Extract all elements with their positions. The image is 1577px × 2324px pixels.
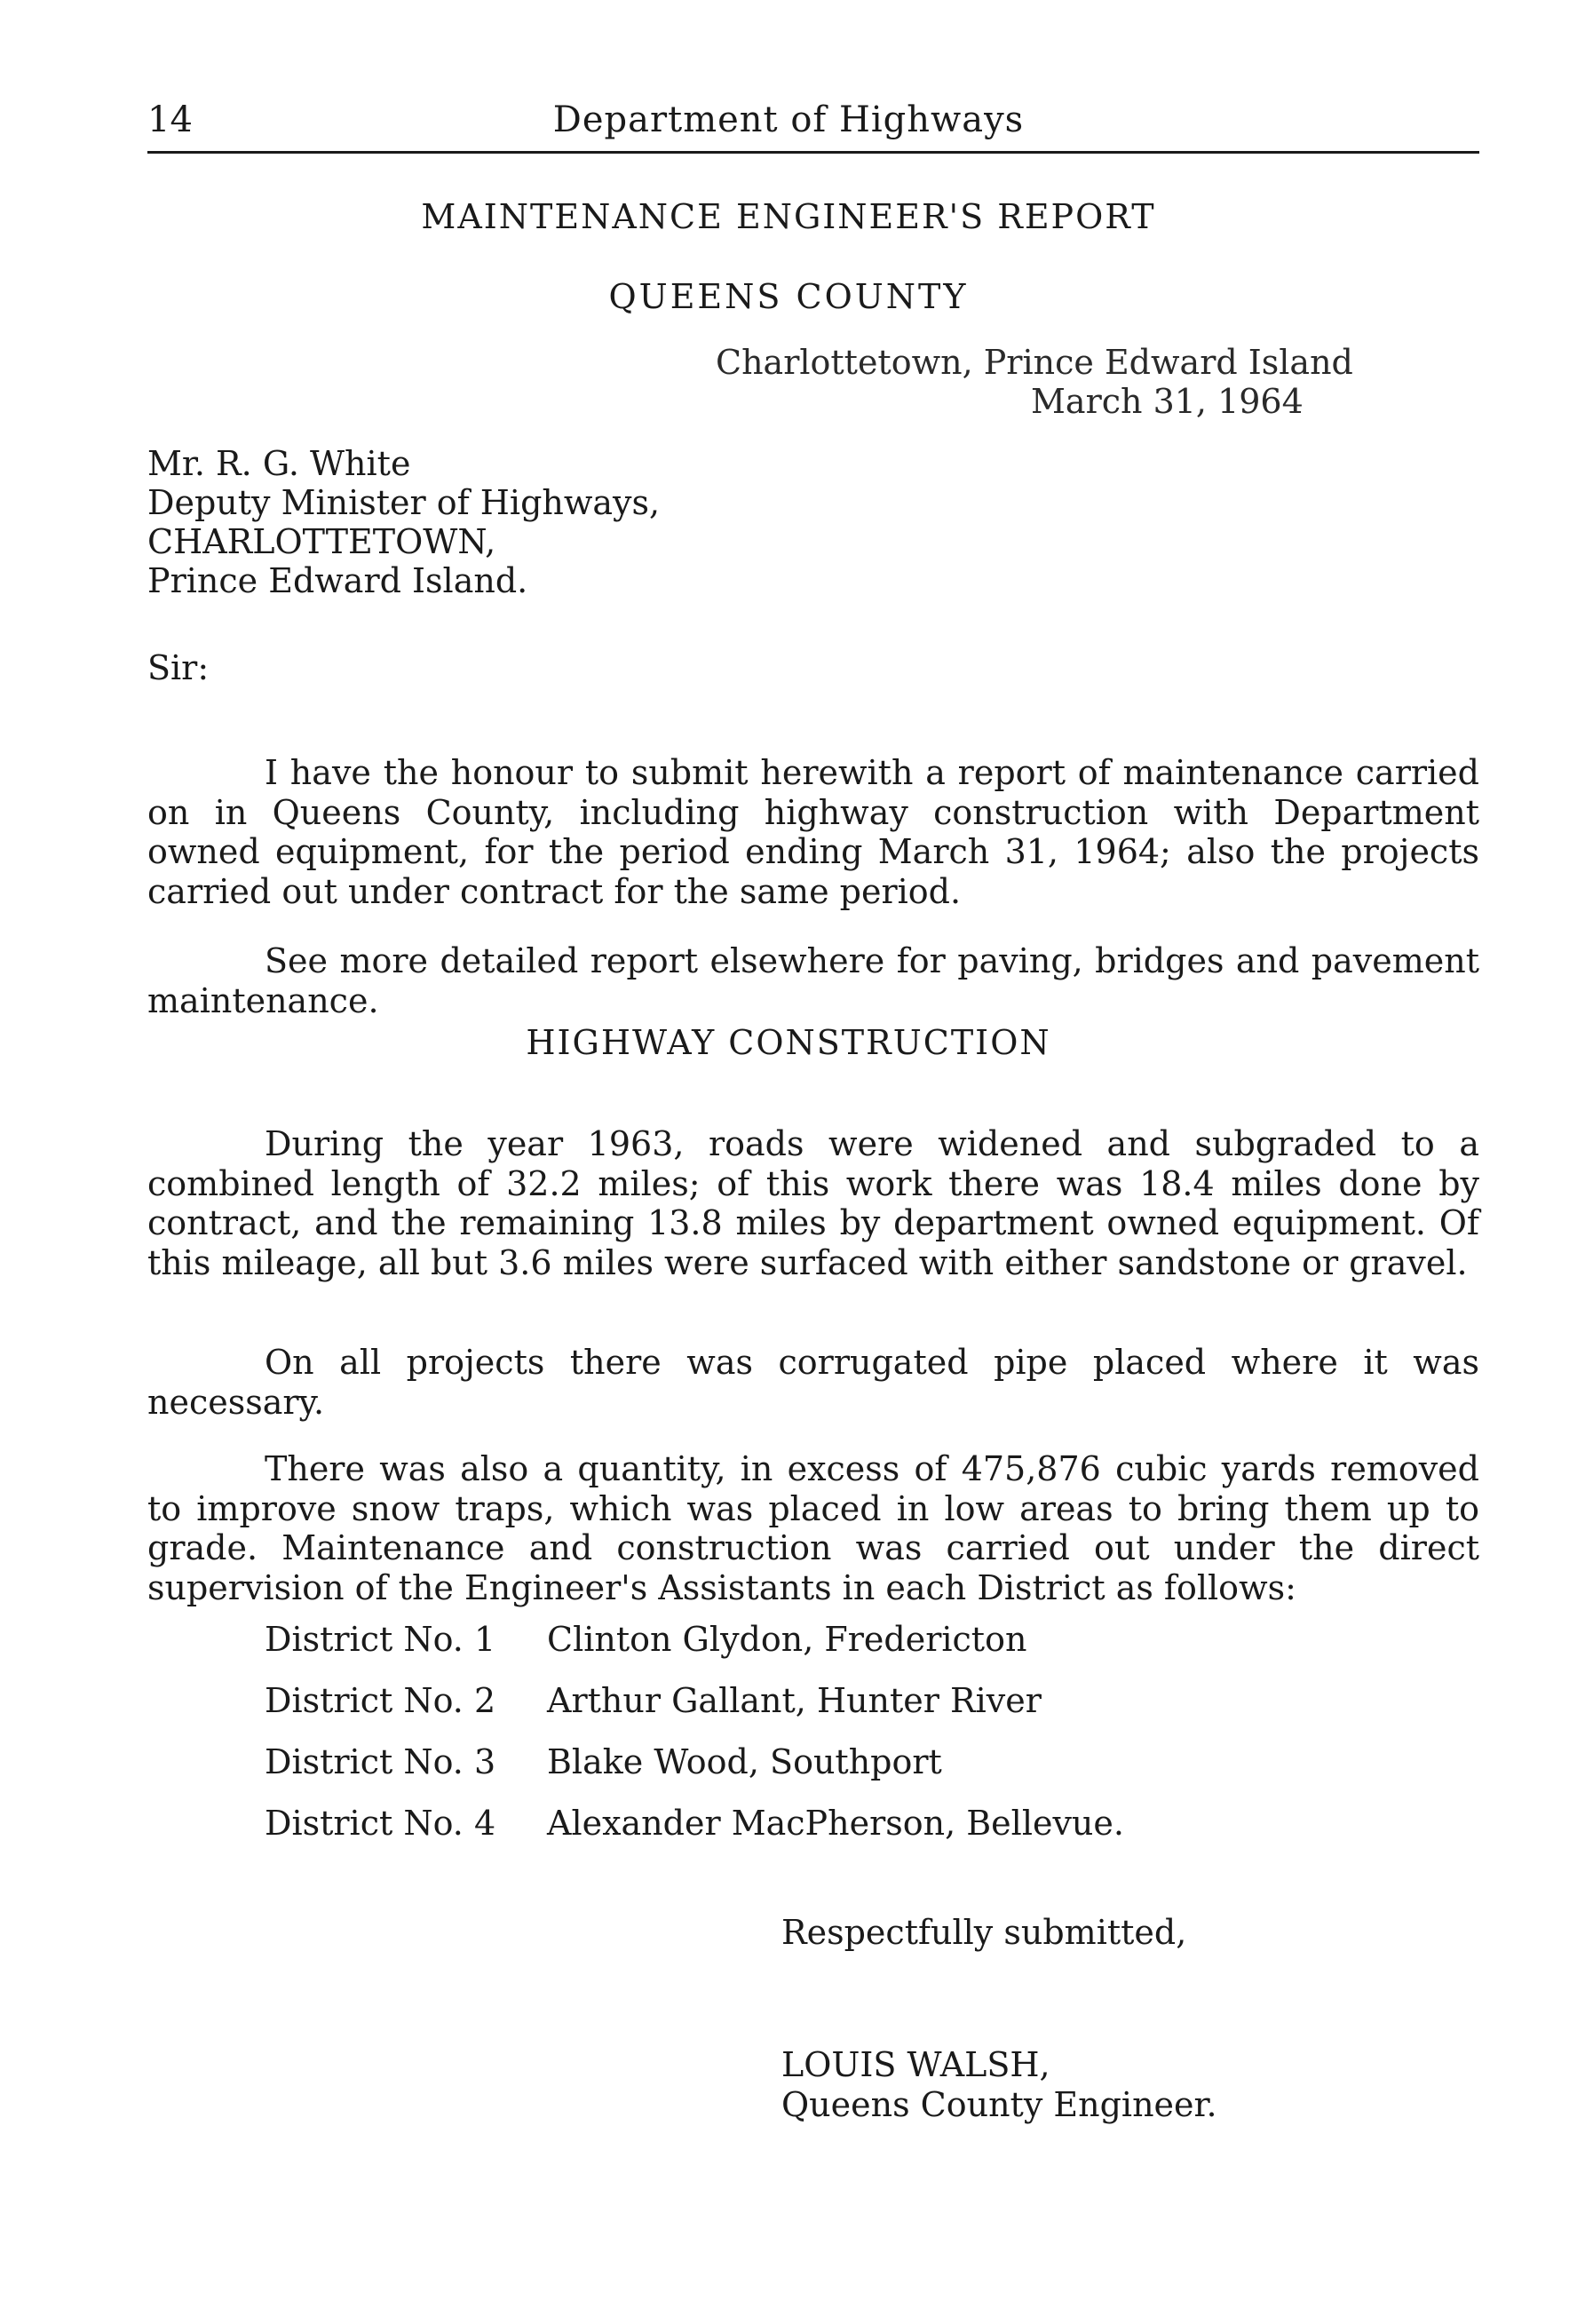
paragraph-construction-text: During the year 1963, roads were widened and subgraded to a combined length of 32.2 miles; of this work there was 18.4 miles done by contract, and the remaining 13.8 miles by department owned equipment. Of this mileage, all but 3.6 miles were surfaced with either sandstone or gravel. [147, 1124, 1479, 1282]
district-row [265, 1620, 1124, 1681]
complimentary-close: Respectfully submitted, [781, 1913, 1187, 1952]
paragraph-pipe [147, 1343, 1479, 1422]
page-number: 14 [147, 99, 193, 140]
district-assistant: Blake Wood, Southport [547, 1742, 942, 1781]
county-title: QUEENS COUNTY [608, 277, 969, 316]
recipient-address [147, 444, 660, 600]
section-heading-highway-construction: HIGHWAY CONSTRUCTION [526, 1023, 1051, 1062]
running-header-title: Department of Highways [552, 99, 1025, 140]
district-label: District No. 3 [265, 1742, 496, 1781]
paragraph-see-more [147, 941, 1479, 1020]
paragraph-snow-traps-text: There was also a quantity, in excess of 475,876 cubic yards removed to improve snow traps, which was placed in low areas to bring them up to grade. Maintenance and construction was carried out under the direct supervision of the Engineer's Assistants in each District as follows: [147, 1449, 1479, 1607]
district-list [265, 1620, 1124, 1865]
district-row [265, 1804, 1124, 1865]
address-line-1: Mr. R. G. White [147, 444, 411, 483]
dateline-place: Charlottetown, Prince Edward Island [716, 343, 1353, 382]
paragraph-intro [147, 753, 1479, 911]
address-line-3: CHARLOTTETOWN, [147, 522, 496, 561]
signer-title: Queens County Engineer. [781, 2085, 1217, 2124]
district-row [265, 1681, 1124, 1742]
district-assistant: Clinton Glydon, Fredericton [547, 1620, 1027, 1659]
district-label: District No. 4 [265, 1804, 496, 1843]
dateline-date: March 31, 1964 [1031, 382, 1304, 421]
signature-block [781, 2045, 1217, 2125]
header-rule [147, 151, 1479, 154]
signer-name: LOUIS WALSH, [781, 2045, 1050, 2084]
district-label: District No. 1 [265, 1620, 496, 1659]
paragraph-construction [147, 1124, 1479, 1282]
district-assistant: Alexander MacPherson, Bellevue. [547, 1804, 1124, 1843]
district-assistant: Arthur Gallant, Hunter River [547, 1681, 1042, 1720]
paragraph-pipe-text: On all projects there was corrugated pipe placed where it was necessary. [147, 1343, 1479, 1422]
address-line-4: Prince Edward Island. [147, 561, 528, 600]
paragraph-intro-text: I have the honour to submit herewith a report of maintenance carried on in Queens County, including highway construction with Department owned equipment, for the period ending March 31, 1964; also the projects carried out under contract for the same period. [147, 753, 1479, 911]
dateline [716, 343, 1353, 421]
district-row [265, 1742, 1124, 1804]
paragraph-see-more-text: See more detailed report elsewhere for paving, bridges and pavement maintenance. [147, 941, 1479, 1020]
paragraph-snow-traps [147, 1449, 1479, 1607]
district-label: District No. 2 [265, 1681, 496, 1720]
report-title: MAINTENANCE ENGINEER'S REPORT [421, 197, 1156, 236]
salutation: Sir: [147, 648, 210, 687]
address-line-2: Deputy Minister of Highways, [147, 483, 661, 522]
